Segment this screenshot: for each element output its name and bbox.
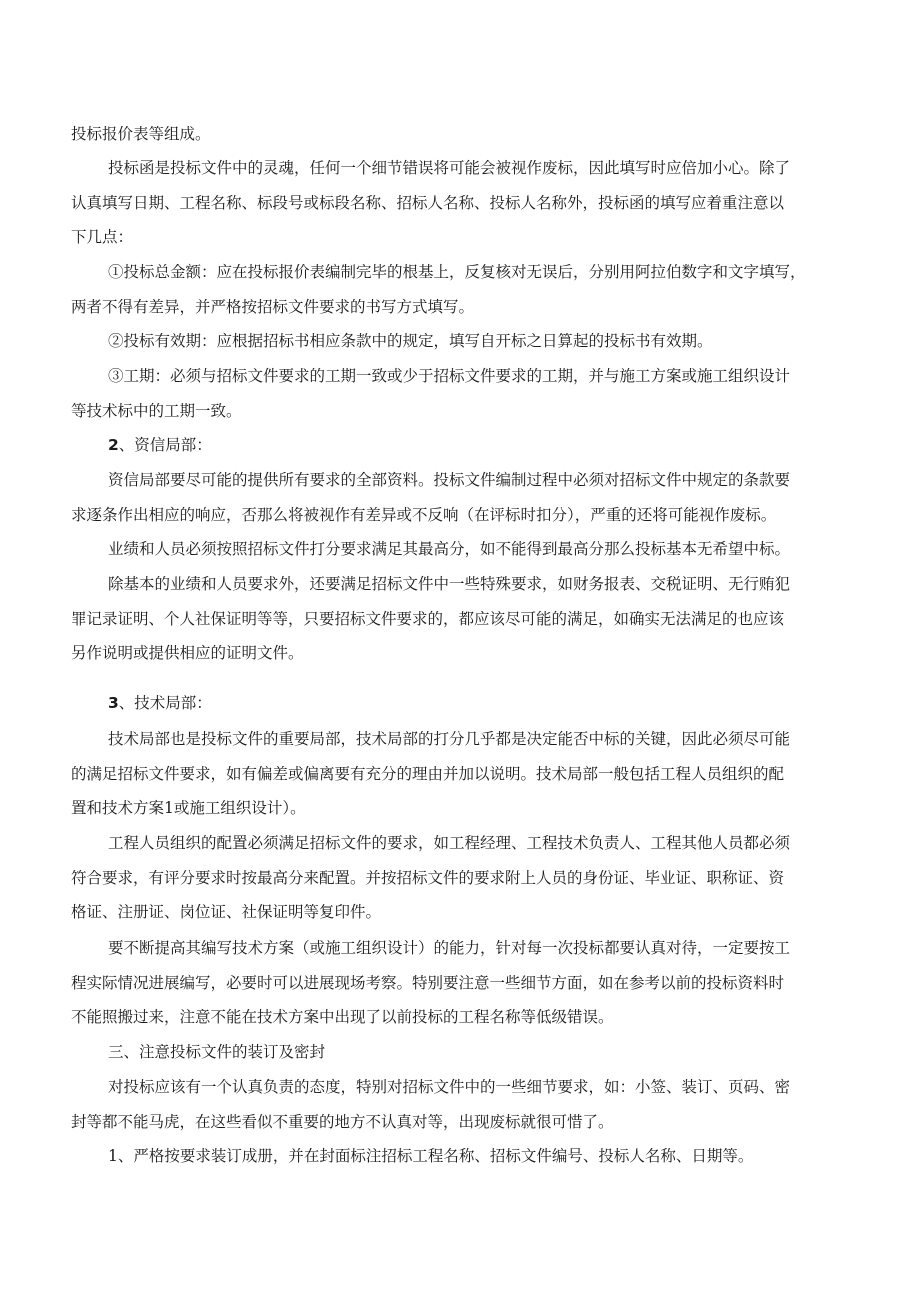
- text-line: 另作说明或提供相应的证明文件。: [71, 644, 304, 662]
- text-line: 程实际情况进展编写，必要时可以进展现场考察。特别要注意一些细节方面，如在参考以前的投标资料时: [71, 973, 785, 992]
- paragraph-binding-attitude: [71, 1070, 856, 1139]
- text-line: 置和技术方案1或施工组织设计）。: [71, 799, 306, 817]
- paragraph-validity-period: [71, 324, 856, 359]
- text-line: 的满足招标文件要求，如有偏差或偏离要有充分的理由并加以说明。技术局部一般包括工程人员组织的配: [71, 764, 785, 783]
- heading-text: 、资信局部：: [118, 436, 212, 454]
- text-line: 不能照搬过来，注意不能在技术方案中出现了以前投标的工程名称等低级错误。: [71, 1008, 614, 1026]
- text-line: 对投标应该有一个认真负责的态度，特别对招标文件中的一些细节要求，如：小签、装订、页码、密: [108, 1078, 791, 1096]
- paragraph-staff-configuration: [71, 826, 856, 930]
- paragraph-construction-period: [71, 359, 856, 428]
- paragraph-binding-rule-1: [71, 1139, 856, 1174]
- text-line: ①投标总金额：应在投标报价表编制完毕的根基上，反复核对无误后，分别用阿拉伯数字和文字填写，: [108, 263, 806, 281]
- text-line: 两者不得有差异，并严格按招标文件要求的书写方式填写。: [71, 297, 475, 316]
- paragraph-total-amount: [71, 255, 856, 324]
- section-heading-technical: [71, 686, 856, 721]
- text-line: 业绩和人员必须按照招标文件打分要求满足其最高分，如不能得到最高分那么投标基本无希望中标。: [108, 540, 791, 558]
- text-line: 封等都不能马虎，在这些看似不重要的地方不认真对等，出现废标就很可惜了。: [71, 1112, 614, 1131]
- text-line: 技术局部也是投标文件的重要局部，技术局部的打分几乎都是决定能否中标的关键，因此必须尽可能: [108, 730, 791, 748]
- text-line: 除基本的业绩和人员要求外，还要满足招标文件中一些特殊要求，如财务报表、交税证明、无行贿犯: [108, 575, 791, 593]
- text-line: ②投标有效期：应根据招标书相应条款中的规定，填写自开标之日算起的投标书有效期。: [108, 332, 713, 350]
- paragraph-technical-plan: [71, 931, 856, 1035]
- text-line: 资信局部要尽可能的提供所有要求的全部资料。投标文件编制过程中必须对招标文件中规定的条款要: [108, 471, 791, 489]
- paragraph-technical-part: [71, 722, 856, 826]
- text-line: 格证、注册证、岗位证、社保证明等复印件。: [71, 903, 382, 921]
- heading-number: 2: [108, 436, 119, 454]
- paragraph-performance-staff: [71, 532, 856, 567]
- text-line: ③工期：必须与招标文件要求的工期一致或少于招标文件要求的工期，并与施工方案或施工组织设计: [108, 367, 791, 385]
- heading-number: 3: [108, 694, 119, 712]
- heading-text: 、技术局部：: [118, 694, 212, 712]
- text-line: 等技术标中的工期一致。: [71, 401, 242, 420]
- text-line: 符合要求，有评分要求时按最高分来配置。并按招标文件的要求附上人员的身份证、毕业证、职称证、资: [71, 868, 785, 887]
- text-line: 1、严格按要求装订成册，并在封面标注招标工程名称、招标文件编号、投标人名称、日期等。: [108, 1147, 754, 1165]
- section-heading-binding-sealing: [71, 1035, 856, 1070]
- paragraph-credentials-materials: [71, 463, 856, 532]
- text-line: 要不断提高其编写技术方案（或施工组织设计）的能力，针对每一次投标都要认真对待，一定要按工: [108, 939, 791, 957]
- text-line: 下几点：: [71, 228, 134, 246]
- text-line: 投标报价表等组成。: [71, 125, 211, 143]
- paragraph-bid-letter-intro: [71, 151, 856, 255]
- section-heading-credentials: [71, 428, 856, 463]
- text-line: 投标函是投标文件中的灵魂，任何一个细节错误将可能会被视作废标，因此填写时应倍加小心。除了: [108, 159, 791, 177]
- text-line: 罪记录证明、个人社保证明等等，只要招标文件要求的，都应该尽可能的满足，如确实无法满足的也应该: [71, 609, 785, 628]
- text-line: 求逐条作出相应的响应，否那么将被视作有差异或不反响（在评标时扣分），严重的还将可能视作废标。: [71, 505, 777, 524]
- text-line: 三、注意投标文件的装订及密封: [108, 1043, 326, 1061]
- paragraph-special-requirements: [71, 567, 856, 671]
- paragraph-quote-table-ending: [71, 117, 856, 152]
- text-line: 工程人员组织的配置必须满足招标文件的要求，如工程经理、工程技术负责人、工程其他人员都必须: [108, 834, 791, 852]
- text-line: 认真填写日期、工程名称、标段号或标段名称、招标人名称、投标人名称外，投标函的填写应着重注意以: [71, 193, 785, 212]
